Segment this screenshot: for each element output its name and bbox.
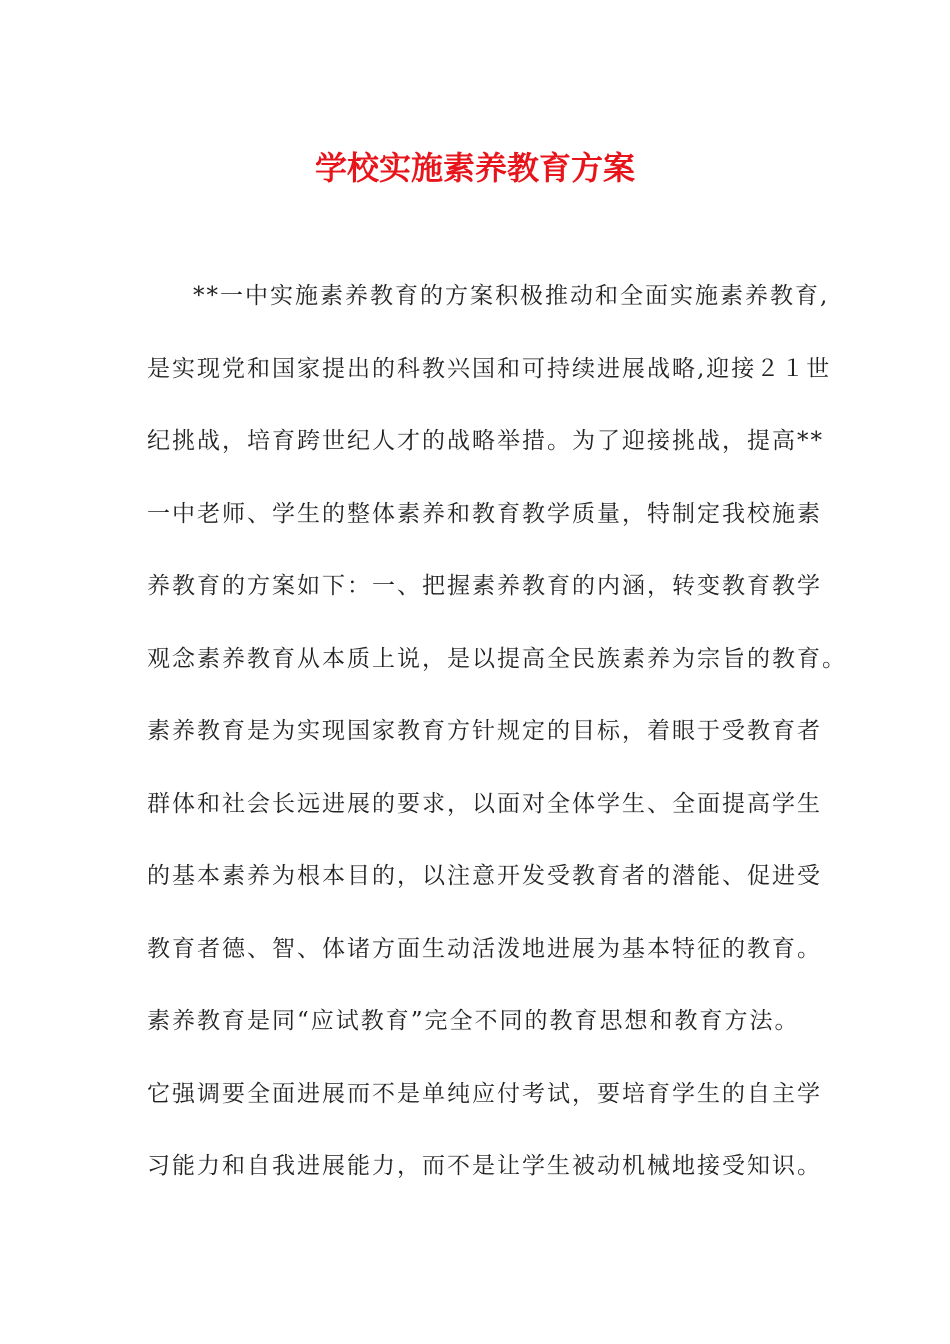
body-line: 素养教育是为实现国家教育方针规定的目标，着眼于受教育者 [147,718,822,744]
body-line: 素养教育是同“应试教育”完全不同的教育思想和教育方法。 [147,1008,800,1034]
body-line: 的基本素养为根本目的，以注意开发受教育者的潜能、促进受 [147,863,822,889]
body-line: 教育者德、智、体诸方面生动活泼地进展为基本特征的教育。 [147,936,822,962]
body-line: 观念素养教育从本质上说，是以提高全民族素养为宗旨的教育。 [147,646,847,672]
body-line: 群体和社会长远进展的要求，以面对全体学生、全面提高学生 [147,791,822,817]
body-line: 习能力和自我进展能力，而不是让学生被动机械地接受知识。 [147,1153,822,1179]
body-line: 纪挑战，培育跨世纪人才的战略举措。为了迎接挑战，提高** [147,428,824,454]
body-line: 一中老师、学生的整体素养和教育教学质量，特制定我校施素 [147,501,822,527]
body-line: 它强调要全面进展而不是单纯应付考试，要培育学生的自主学 [147,1081,822,1107]
body-line: 养教育的方案如下：一、把握素养教育的内涵，转变教育教学 [147,573,822,599]
body-line: 是实现党和国家提出的科教兴国和可持续进展战略,迎接２１世 [147,356,832,382]
body-line: **一中实施素养教育的方案积极推动和全面实施素养教育, [193,283,830,309]
document-title: 学校实施素养教育方案 [314,149,635,187]
